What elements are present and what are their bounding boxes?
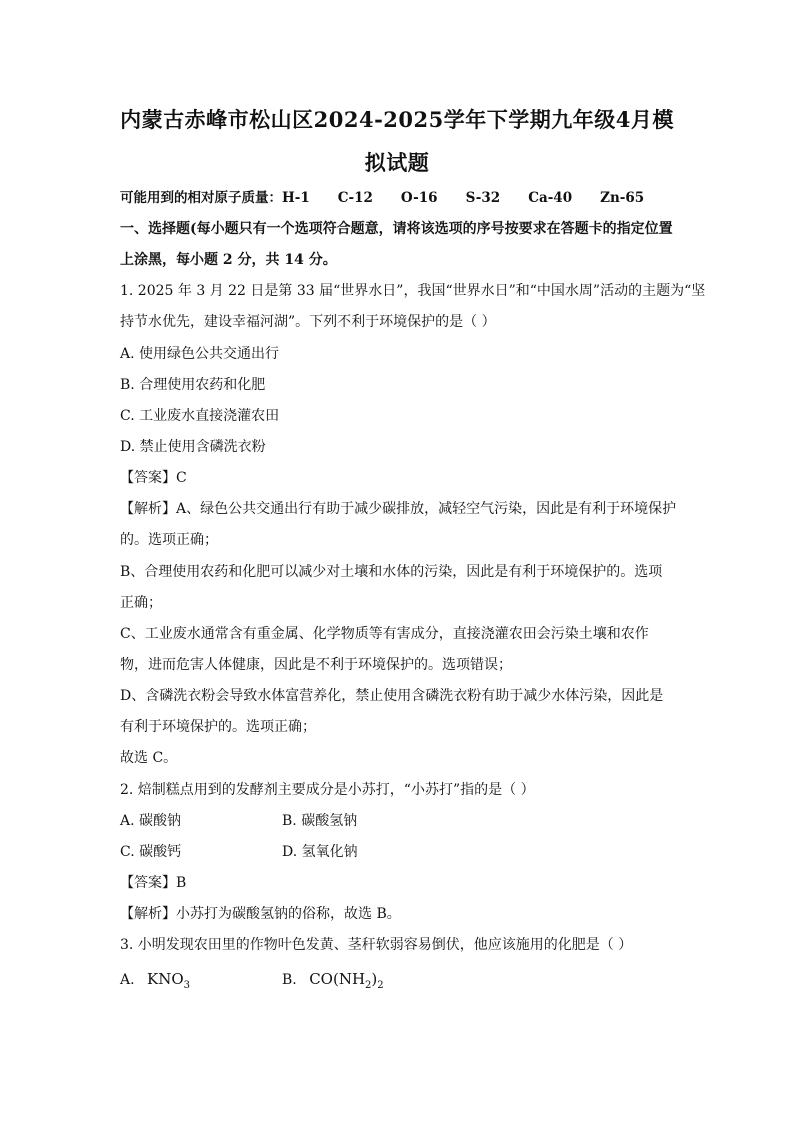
atomic-mass-item: Ca-40 (528, 190, 573, 206)
formula-main: KNO (147, 970, 184, 988)
q3-option-b (282, 970, 384, 991)
q1-answer: 【答案】C (120, 470, 187, 486)
q1-analysis-line: C、工业废水通常含有重金属、化学物质等有害成分，直接浇灌农田会污染土壤和农作 (120, 626, 649, 642)
formula-paren: ) (371, 970, 378, 988)
section-heading-line1: 一、选择题(每小题只有一个选项符合题意，请将该选项的序号按要求在答题卡的指定位置 (120, 221, 673, 237)
atomic-mass-item: S-32 (465, 190, 501, 206)
q2-analysis: 【解析】小苏打为碳酸氢钠的俗称，故选 B。 (120, 906, 401, 922)
q1-option-d: D. 禁止使用含磷洗衣粉 (120, 439, 266, 455)
atomic-mass-item: O-16 (400, 190, 438, 206)
section-heading-line2: 上涂黑，每小题 2 分，共 14 分。 (120, 252, 337, 268)
q1-stem-line2: 持节水优先，建设幸福河湖”。下列不利于环境保护的是（ ） (120, 314, 496, 330)
atomic-mass-item: C-12 (337, 190, 373, 206)
q3-option-a-formula (147, 970, 191, 991)
q3-option-b-formula (309, 970, 384, 991)
formula-subscript: 3 (183, 980, 191, 991)
q3-option-a (120, 970, 190, 991)
q3-option-b-label: B. (282, 972, 297, 988)
q1-option-c: C. 工业废水直接浇灌农田 (120, 408, 280, 424)
formula-subscript: 2 (365, 980, 372, 991)
q2-option-c: C. 碳酸钙 (120, 844, 182, 860)
q1-analysis-line: 正确； (120, 595, 162, 611)
q1-analysis-line: D、含磷洗衣粉会导致水体富营养化，禁止使用含磷洗衣粉有助于减少水体污染，因此是 (120, 688, 664, 704)
atomic-masses-label: 可能用到的相对原子质量： (120, 190, 282, 206)
q1-analysis-line: 有利于环境保护的。选项正确； (120, 719, 316, 735)
q1-stem-line1: 1. 2025 年 3 月 22 日是第 33 届“世界水日”，我国“世界水日”和“中国水周”活动的主题为“坚 (120, 283, 706, 299)
q1-option-a: A. 使用绿色公共交通出行 (120, 346, 280, 362)
q2-stem: 2. 焙制糕点用到的发酵剂主要成分是小苏打，“小苏打”指的是（ ） (120, 782, 535, 798)
q1-analysis-line: B、合理使用农药和化肥可以减少对土壤和水体的污染，因此是有利于环境保护的。选项 (120, 564, 663, 580)
q2-option-b: B. 碳酸氢钠 (282, 813, 358, 829)
q1-option-b: B. 合理使用农药和化肥 (120, 377, 266, 393)
q1-analysis-line: 【解析】A、绿色公共交通出行有助于减少碳排放，减轻空气污染，因此是有利于环境保护 (120, 501, 677, 517)
q1-analysis-line: 故选 C。 (120, 750, 178, 766)
q2-option-a: A. 碳酸钠 (120, 813, 182, 829)
atomic-mass-item: Zn-65 (600, 190, 645, 206)
q3-option-a-label: A. (120, 972, 135, 988)
formula-main: CO(NH (309, 970, 366, 988)
atomic-masses (120, 186, 644, 206)
document-title-line2: 拟试题 (364, 150, 430, 175)
formula-subscript: 2 (377, 980, 384, 991)
q1-analysis-line: 物，进而危害人体健康，因此是不利于环境保护的。选项错误； (120, 657, 512, 673)
document-title-line1: 内蒙古赤峰市松山区2024-2025学年下学期九年级4月模 (120, 107, 674, 132)
q2-option-d: D. 氢氧化钠 (282, 844, 358, 860)
q1-analysis-line: 的。选项正确； (120, 532, 218, 548)
atomic-mass-item: H-1 (282, 190, 310, 206)
q2-answer: 【答案】B (120, 875, 187, 891)
q3-stem: 3. 小明发现农田里的作物叶色发黄、茎秆软弱容易倒伏，他应该施用的化肥是（ ） (120, 937, 633, 953)
